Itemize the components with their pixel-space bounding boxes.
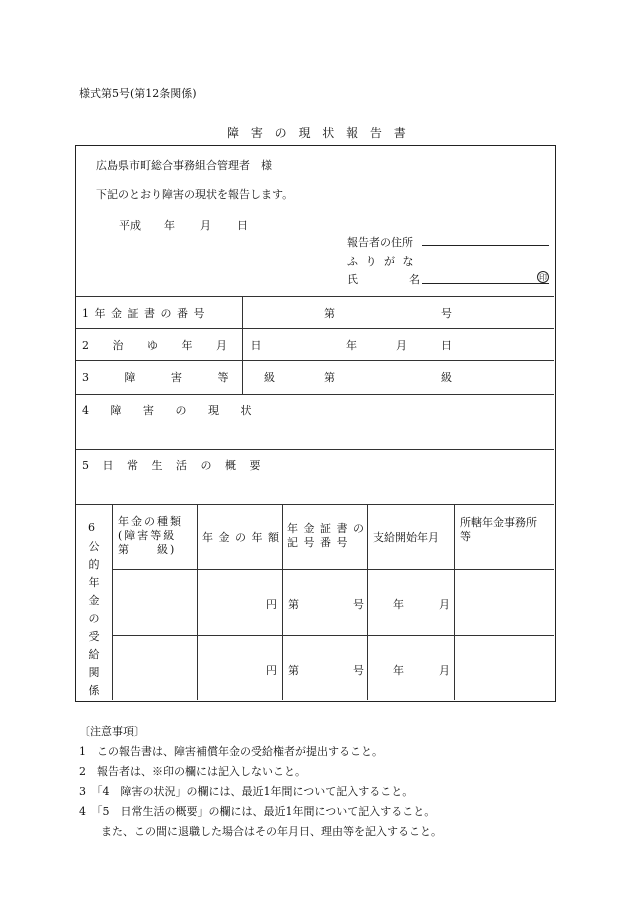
disability-status-label: 4 障 害 の 現 状 bbox=[82, 404, 261, 417]
divider bbox=[76, 296, 554, 297]
divider bbox=[76, 328, 554, 329]
divider bbox=[76, 504, 554, 505]
note-item: また、この間に退職した場合はその年月日、理由等を記入すること。 bbox=[79, 825, 442, 838]
divider bbox=[76, 449, 554, 450]
row2-cert-suffix: 号 bbox=[353, 664, 364, 677]
public-pension-side-label: 公的年金の受給関係 bbox=[88, 540, 100, 697]
reporter-name-label-2: 名 bbox=[409, 273, 420, 286]
row2-year: 年 bbox=[393, 664, 404, 677]
divider bbox=[454, 504, 455, 700]
form-number: 様式第5号(第12条関係) bbox=[79, 87, 197, 100]
divider bbox=[367, 504, 368, 700]
row1-yen: 円 bbox=[266, 598, 277, 611]
disability-grade-label: 3 障 害 等 級 bbox=[82, 371, 291, 384]
date-day-label: 日 bbox=[237, 219, 248, 232]
pension-cert-label: 1 年 金 証 書 の 番 号 bbox=[82, 307, 206, 320]
daily-life-field[interactable] bbox=[82, 473, 547, 501]
reporter-name-line[interactable] bbox=[422, 283, 549, 284]
divider bbox=[112, 569, 554, 570]
header-pension-kind: 年金の種類 (障害等級 第 級) bbox=[118, 515, 183, 556]
date-era: 平成 bbox=[119, 219, 141, 232]
divider bbox=[197, 504, 198, 700]
cure-date-day: 日 bbox=[441, 339, 452, 352]
header-start-date: 支給開始年月 bbox=[373, 531, 439, 544]
public-pension-number: 6 bbox=[88, 521, 95, 534]
divider bbox=[76, 394, 554, 395]
daily-life-label: 5 日 常 生 活 の 概 要 bbox=[82, 459, 266, 472]
row2-cert-prefix: 第 bbox=[288, 664, 299, 677]
cure-date-month: 月 bbox=[396, 339, 407, 352]
row1-cert-prefix: 第 bbox=[288, 598, 299, 611]
disability-status-field[interactable] bbox=[82, 418, 547, 446]
header-pension-amount: 年 金 の 年 額 bbox=[202, 531, 280, 544]
date-year-label: 年 bbox=[164, 219, 175, 232]
seal-icon: 印 bbox=[539, 273, 547, 282]
row2-month: 月 bbox=[439, 664, 450, 677]
date-month-label: 月 bbox=[200, 219, 211, 232]
disability-grade-suffix: 級 bbox=[441, 371, 452, 384]
reporter-address-label: 報告者の住所 bbox=[347, 236, 413, 249]
note-item: 2 報告者は、※印の欄には記入しないこと。 bbox=[79, 765, 306, 778]
notes-heading: 〔注意事項〕 bbox=[79, 725, 145, 738]
row1-year: 年 bbox=[393, 598, 404, 611]
row2-yen: 円 bbox=[266, 664, 277, 677]
note-item: 4 「5 日常生活の概要」の欄には、最近1年間について記入すること。 bbox=[79, 805, 436, 818]
row1-month: 月 bbox=[439, 598, 450, 611]
disability-grade-prefix: 第 bbox=[324, 371, 335, 384]
cure-date-year: 年 bbox=[346, 339, 357, 352]
note-item: 3 「4 障害の状況」の欄には、最近1年間について記入すること。 bbox=[79, 785, 414, 798]
reporter-name-label-1: 氏 bbox=[347, 273, 358, 286]
addressee: 広島県市町総合事務組合管理者 様 bbox=[96, 159, 272, 172]
row1-cert-suffix: 号 bbox=[353, 598, 364, 611]
intro-text: 下記のとおり障害の現状を報告します。 bbox=[96, 188, 294, 201]
header-pension-cert: 年 金 証 書 の 記 号 番 号 bbox=[287, 522, 365, 549]
divider bbox=[76, 360, 554, 361]
reporter-address-line[interactable] bbox=[422, 245, 549, 246]
divider bbox=[112, 504, 113, 700]
header-office: 所轄年金事務所 等 bbox=[460, 516, 537, 543]
reporter-furigana-label: ふ り が な bbox=[347, 255, 416, 268]
report-form bbox=[75, 145, 556, 702]
page-title: 障 害 の 現 状 報 告 書 bbox=[227, 126, 410, 140]
cure-date-label: 2 治 ゆ 年 月 日 bbox=[82, 339, 272, 352]
divider bbox=[112, 635, 554, 636]
note-item: 1 この報告書は、障害補償年金の受給権者が提出すること。 bbox=[79, 745, 383, 758]
divider bbox=[282, 504, 283, 700]
pension-cert-suffix: 号 bbox=[441, 307, 452, 320]
pension-cert-prefix: 第 bbox=[324, 307, 335, 320]
